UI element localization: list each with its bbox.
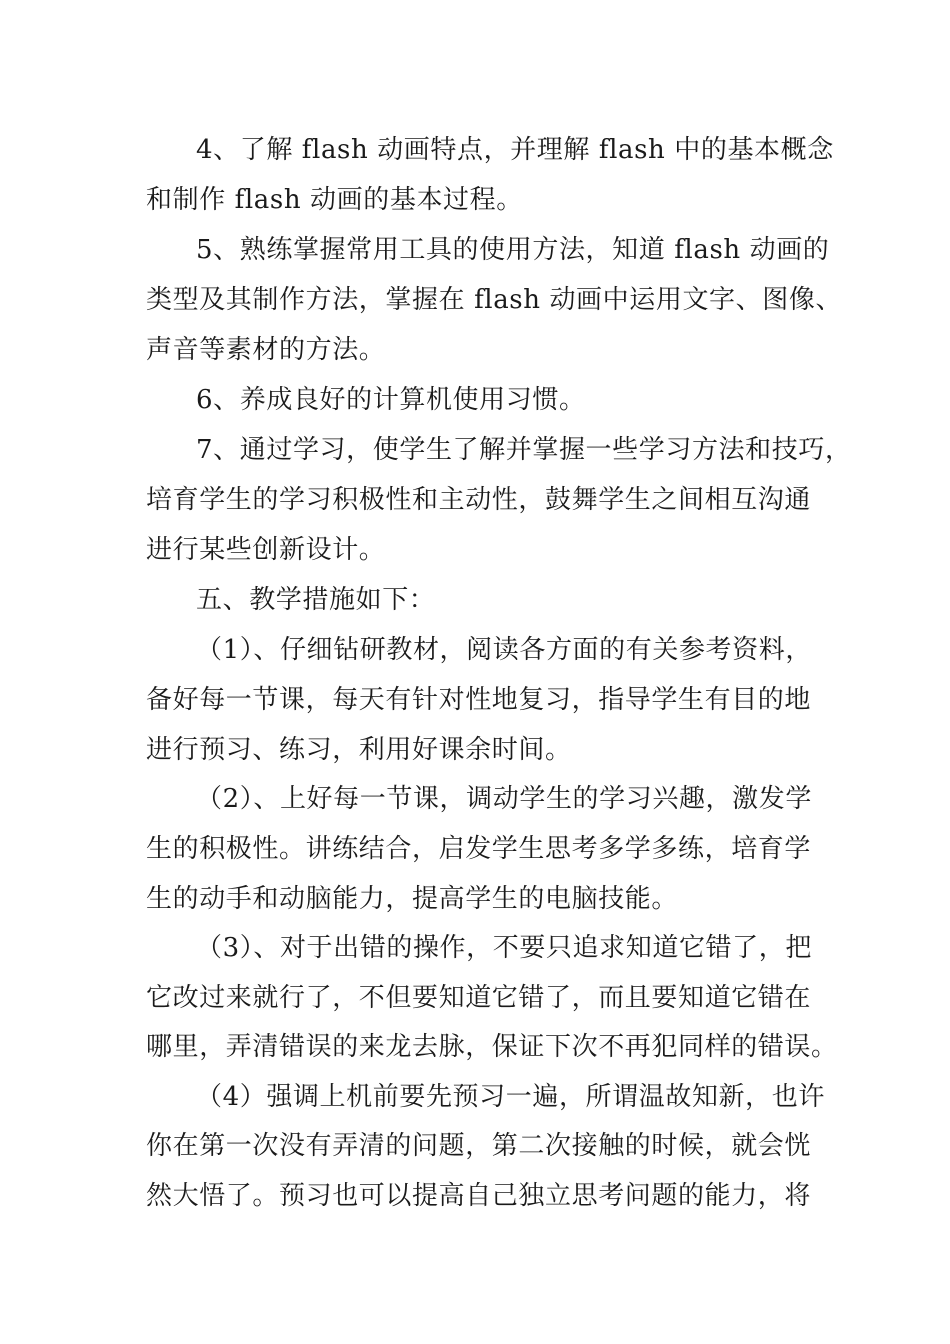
text-line: 它改过来就行了，不但要知道它错了，而且要知道它错在 [146, 983, 812, 1013]
text-line: 然大悟了。预习也可以提高自己独立思考问题的能力，将 [146, 1181, 812, 1211]
text-line: 生的积极性。讲练结合，启发学生思考多学多练，培育学 [146, 834, 812, 864]
text-line: 生的动手和动脑能力，提高学生的电脑技能。 [146, 884, 679, 914]
text-line: （1）、仔细钻研教材，阅读各方面的有关参考资料， [196, 635, 812, 665]
text-line: 5、熟练掌握常用工具的使用方法，知道 flash 动画的 [196, 235, 830, 265]
text-line: 7、通过学习，使学生了解并掌握一些学习方法和技巧， [196, 435, 852, 465]
text-line: 备好每一节课，每天有针对性地复习，指导学生有目的地 [146, 685, 812, 715]
text-line: （2）、上好每一节课，调动学生的学习兴趣，激发学 [196, 784, 812, 814]
text-line: 6、养成良好的计算机使用习惯。 [196, 385, 586, 415]
text-line: 声音等素材的方法。 [146, 335, 386, 365]
text-line: 培育学生的学习积极性和主动性，鼓舞学生之间相互沟通 [146, 485, 812, 515]
section-heading: 五、教学措施如下： [196, 585, 436, 615]
text-line: 和制作 flash 动画的基本过程。 [146, 185, 523, 215]
text-line: 类型及其制作方法，掌握在 flash 动画中运用文字、图像、 [146, 285, 843, 315]
text-line: 进行预习、练习，利用好课余时间。 [146, 735, 572, 765]
text-line: （3）、对于出错的操作，不要只追求知道它错了，把 [196, 933, 812, 963]
text-line: 进行某些创新设计。 [146, 535, 386, 565]
text-line: 哪里，弄清错误的来龙去脉，保证下次不再犯同样的错误。 [146, 1032, 838, 1062]
text-line: 你在第一次没有弄清的问题，第二次接触的时候，就会恍 [146, 1131, 812, 1161]
text-line: （4）强调上机前要先预习一遍，所谓温故知新，也许 [196, 1082, 825, 1112]
text-line: 4、了解 flash 动画特点，并理解 flash 中的基本概念 [196, 135, 834, 165]
